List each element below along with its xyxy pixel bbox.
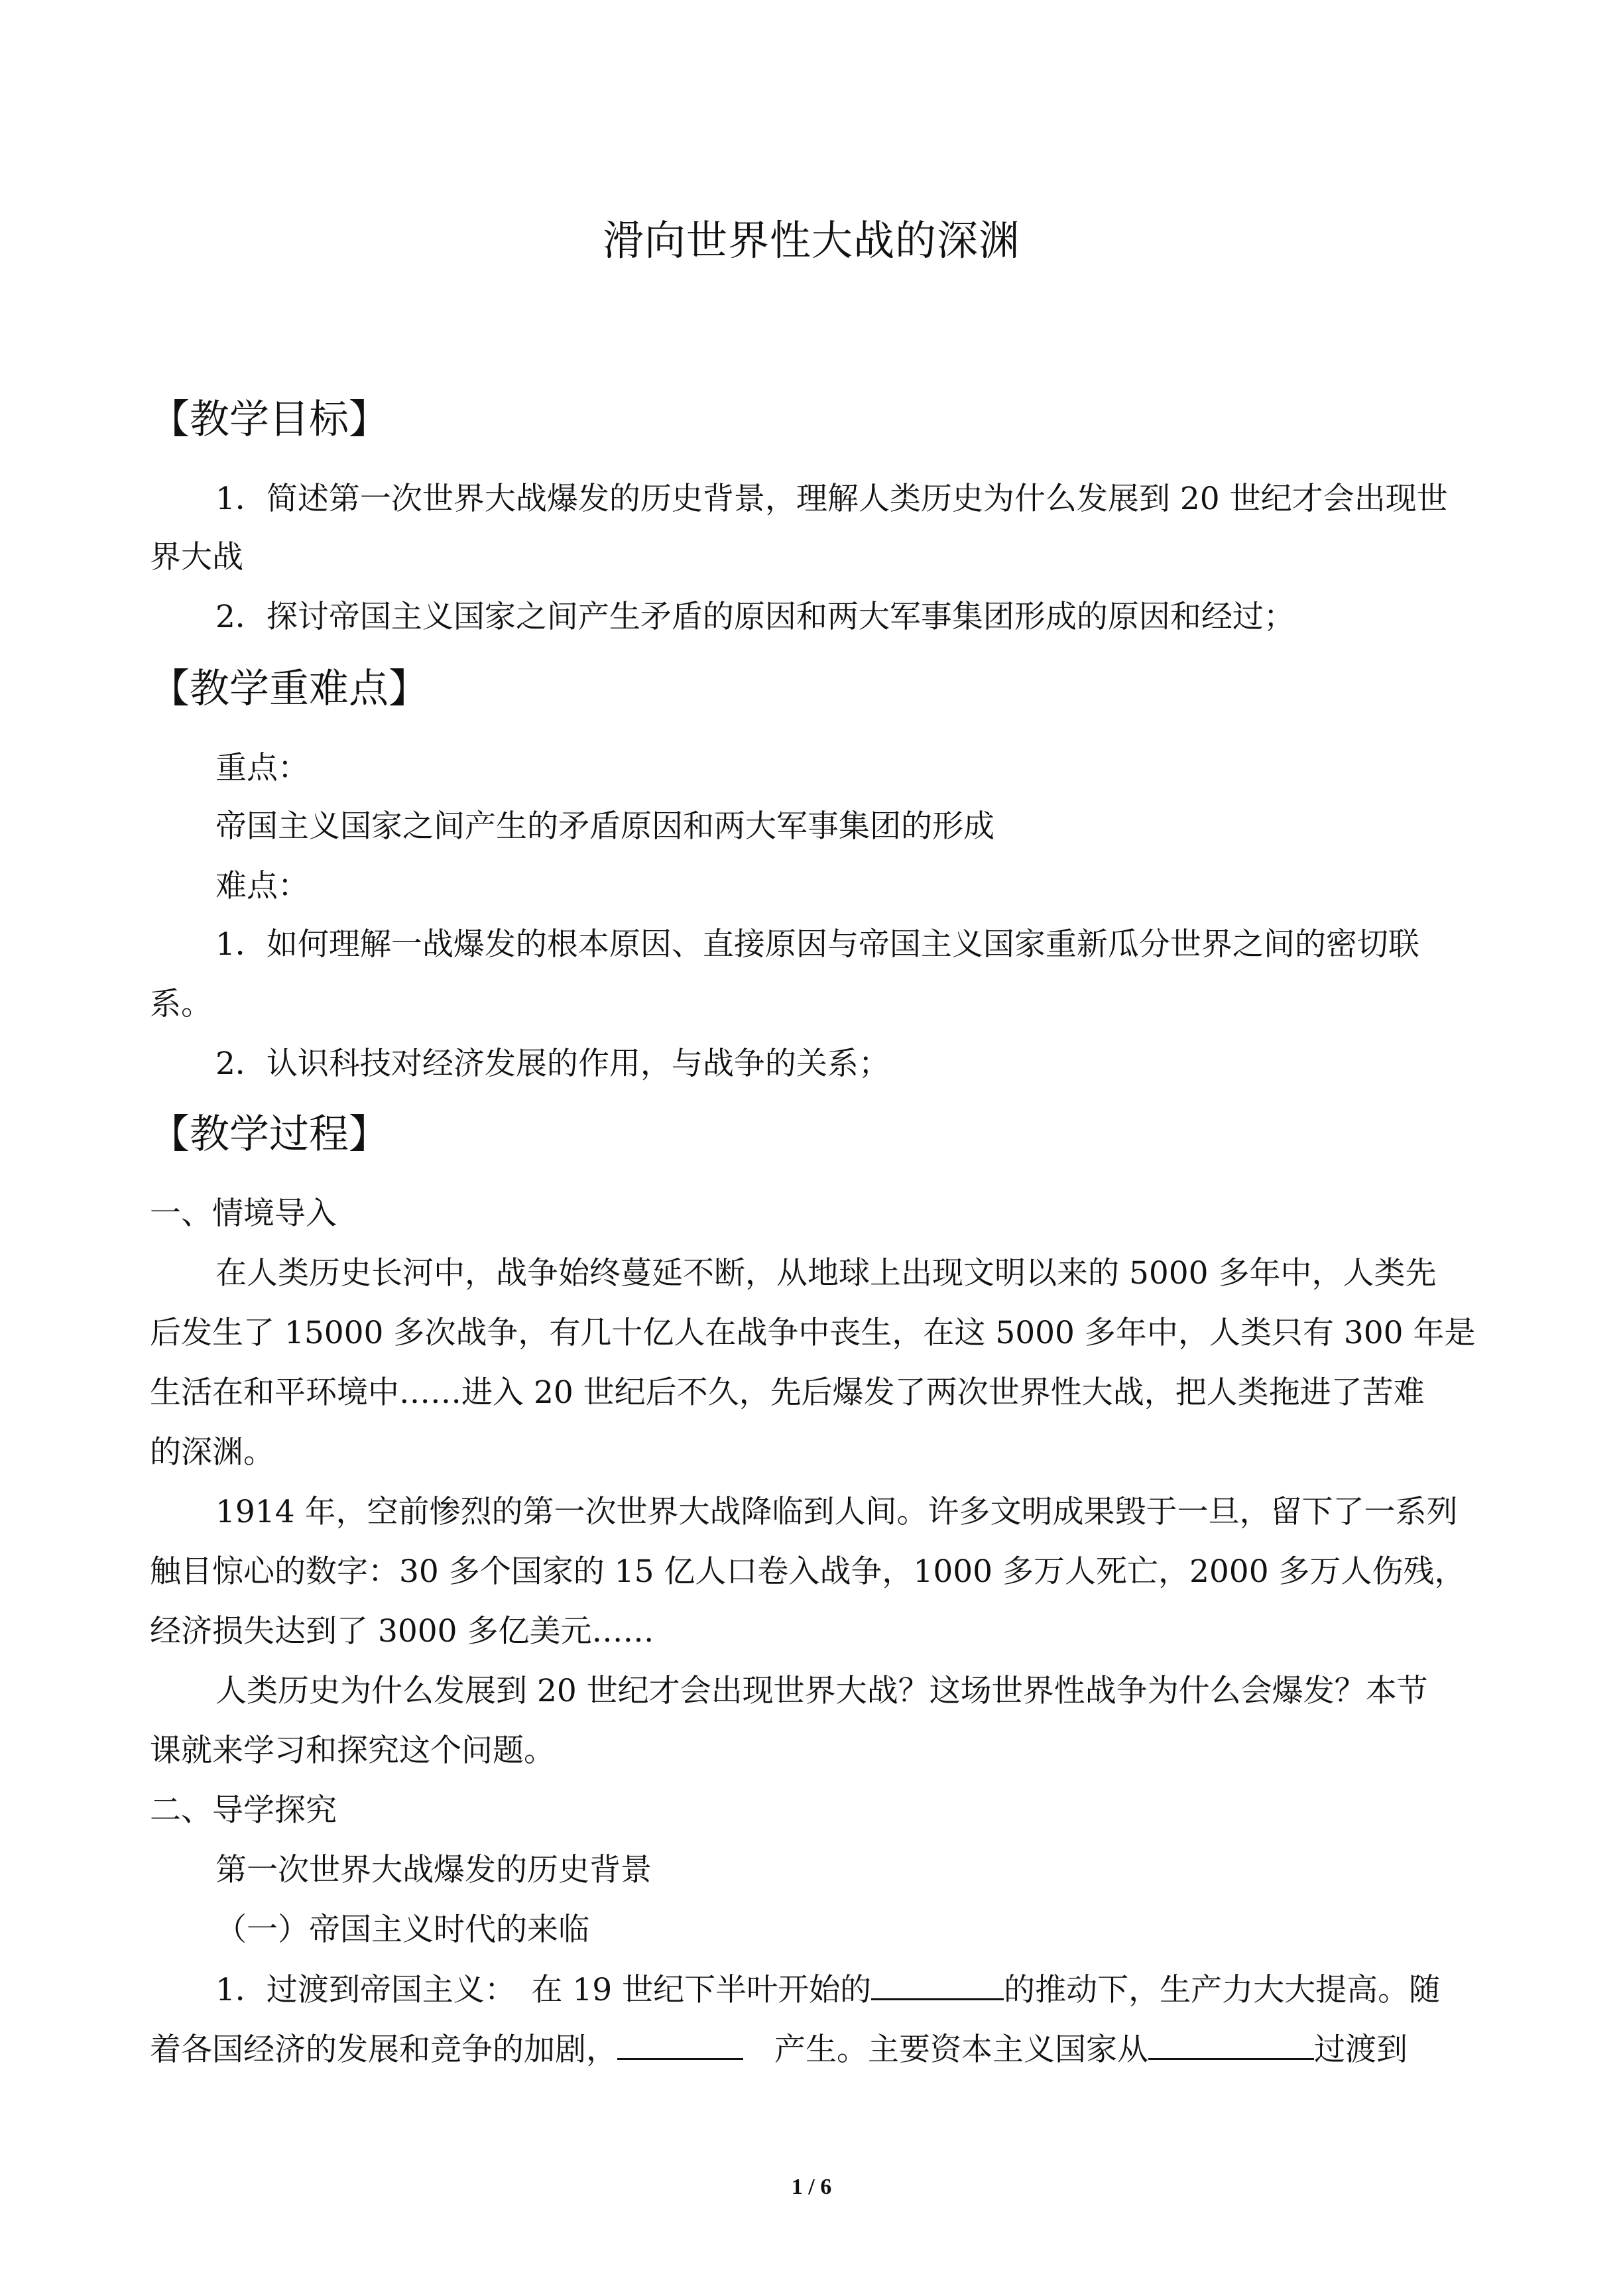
paragraph-3-line-2: 课就来学习和探究这个问题。 — [150, 1732, 555, 1769]
fill-in-blank-2[interactable] — [617, 2026, 743, 2060]
section-heading-objectives: 【教学目标】 — [150, 396, 389, 443]
paragraph-1-line-3: 生活在和平环境中……进入 20 世纪后不久，先后爆发了两次世界性大战，把人类拖进了苦难 — [150, 1374, 1425, 1411]
question-1-text-d: 产生。主要资本主义国家从 — [743, 2031, 1148, 2068]
paragraph-2-line-1: 1914 年，空前惨烈的第一次世界大战降临到人间。许多文明成果毁于一旦，留下了一系列 — [215, 1494, 1458, 1530]
focus-label: 重点： — [215, 750, 309, 786]
difficulty-1-line-2: 系。 — [150, 986, 212, 1022]
subsection-title: 第一次世界大战爆发的历史背景 — [215, 1852, 652, 1888]
focus-text: 帝国主义国家之间产生的矛盾原因和两大军事集团的形成 — [215, 808, 994, 845]
objective-1-line-1: 1．简述第一次世界大战爆发的历史背景，理解人类历史为什么发展到 20 世纪才会出现世 — [215, 481, 1448, 517]
difficulty-2: 2．认识科技对经济发展的作用，与战争的关系； — [215, 1046, 890, 1082]
question-1-line-2 — [150, 2026, 1408, 2073]
page-number: 1 / 6 — [791, 2175, 832, 2199]
page-title: 滑向世界性大战的深渊 — [602, 216, 1020, 265]
fill-in-blank-1[interactable] — [871, 1966, 1004, 2000]
paragraph-1-line-4: 的深渊。 — [150, 1434, 274, 1471]
objective-2: 2．探讨帝国主义国家之间产生矛盾的原因和两大军事集团形成的原因和经过； — [215, 599, 1295, 635]
question-1-text-a: 1．过渡到帝国主义： 在 19 世纪下半叶开始的 — [215, 1972, 872, 2008]
question-1-line-1 — [215, 1966, 1440, 2014]
question-1-text-c: 着各国经济的发展和竞争的加剧， — [150, 2031, 617, 2068]
paragraph-2-line-2: 触目惊心的数字：30 多个国家的 15 亿人口卷入战争，1000 多万人死亡，2000 多万人伤残， — [150, 1553, 1466, 1590]
question-1-text-b: 的推动下，生产力大大提高。随 — [1004, 1972, 1441, 2008]
difficulty-label: 难点： — [215, 868, 309, 904]
paragraph-2-line-3: 经济损失达到了 3000 多亿美元…… — [150, 1613, 654, 1650]
paragraph-1-line-2: 后发生了 15000 多次战争，有几十亿人在战争中丧生，在这 5000 多年中，人类只有 300 年是 — [150, 1315, 1476, 1351]
question-1-text-e: 过渡到 — [1314, 2031, 1408, 2068]
paragraph-1-line-1: 在人类历史长河中，战争始终蔓延不断，从地球上出现文明以来的 5000 多年中，人类先 — [215, 1255, 1437, 1292]
subsection-1-title: （一）帝国主义时代的来临 — [215, 1911, 589, 1948]
part-2-heading: 二、导学探究 — [150, 1792, 337, 1829]
section-heading-process: 【教学过程】 — [150, 1111, 389, 1158]
section-heading-keypoints: 【教学重难点】 — [150, 666, 428, 712]
part-1-heading: 一、情境导入 — [150, 1195, 337, 1232]
objective-1-line-2: 界大战 — [150, 539, 243, 575]
difficulty-1-line-1: 1．如何理解一战爆发的根本原因、直接原因与帝国主义国家重新瓜分世界之间的密切联 — [215, 926, 1419, 963]
paragraph-3-line-1: 人类历史为什么发展到 20 世纪才会出现世界大战？这场世界性战争为什么会爆发？本节 — [215, 1673, 1428, 1709]
fill-in-blank-3[interactable] — [1148, 2026, 1314, 2060]
